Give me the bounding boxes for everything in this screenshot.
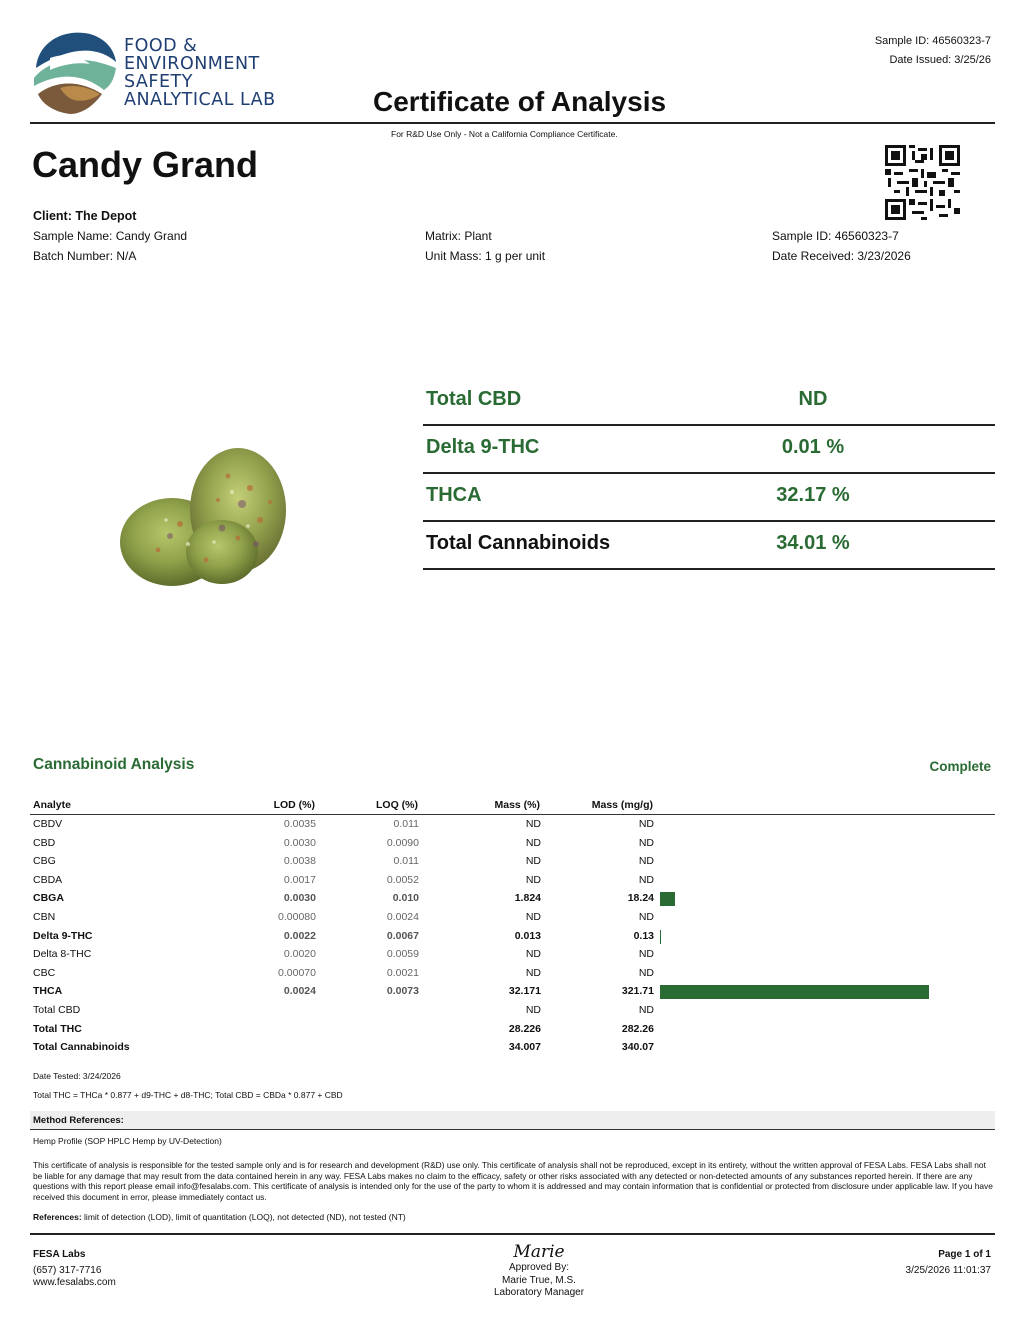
analyte-cell: CBGA: [33, 892, 64, 905]
analyte-cell: CBDV: [33, 818, 63, 830]
report-timestamp: 3/25/2026 11:01:37: [905, 1264, 991, 1276]
loq-cell: 0.0090: [386, 836, 419, 849]
unit-mass: Unit Mass: 1 g per unit: [425, 249, 546, 263]
table-row: [30, 927, 995, 946]
analyte-cell: Delta 9-THC: [33, 929, 93, 942]
lod-cell: 0.0035: [283, 818, 316, 830]
method-references-bar: [30, 1111, 995, 1130]
client-name: Client: The Depot: [33, 209, 137, 223]
summary-label: Delta 9-THC: [426, 436, 540, 458]
mass-pct-cell: ND: [525, 818, 541, 830]
summary-value: 32.17 %: [776, 484, 850, 506]
mass-mg-cell: ND: [638, 873, 654, 886]
matrix: Matrix: Plant: [425, 229, 492, 243]
loq-cell: 0.0021: [386, 966, 419, 979]
mass-bar: [660, 930, 661, 944]
column-header-analyte: Analyte: [33, 799, 71, 811]
summary-row-total-cannabinoids: [423, 522, 995, 570]
mass-pct-cell: 28.226: [508, 1022, 541, 1035]
footer-page-block: [906, 1249, 991, 1277]
lab-logo-mark: [30, 28, 118, 118]
mass-pct-cell: ND: [525, 948, 541, 961]
analyte-cell: THCA: [33, 985, 63, 998]
lod-cell: 0.0038: [283, 855, 316, 868]
table-row: [30, 964, 995, 983]
loq-cell: 0.010: [392, 892, 419, 905]
lod-cell: 0.0017: [283, 873, 316, 886]
mass-pct-cell: ND: [525, 836, 541, 849]
footer-divider: [30, 1233, 995, 1235]
rd-use-note: For R&D Use Only - Not a California Compliance Certificate.: [391, 129, 618, 139]
date-received: Date Received: 3/23/2026: [772, 249, 911, 263]
analyte-cell: Total THC: [33, 1022, 82, 1035]
table-row: [30, 1020, 995, 1039]
summary-value: ND: [798, 388, 828, 410]
batch-number: Batch Number: N/A: [33, 249, 137, 263]
product-photo: [110, 440, 300, 595]
mass-mg-cell: ND: [638, 911, 654, 923]
mass-pct-cell: ND: [525, 966, 541, 979]
disclaimer-text: This certificate of analysis is responsible for the tested sample only and is for research and development (R&D) use only. This certificate of analysis shall not be reproduced, except in its entirety, without the written approval of FESA Labs. FESA Labs shall not be liable for any damage that may result from the data contained herein in any way. FESA Labs makes no claim to the efficacy, safety or other risks associated with any detected or non-detected amounts of any substances reported herein. If there are any questions with this report please email info@fesalabs.com. This certificate of analysis is intended only for the use of the party to whom it is addressed and may contain information that is confidential or protected from disclosure under applicable law. If you have received this document in error, please immediately contact us.: [33, 1160, 993, 1202]
page-number: Page 1 of 1: [938, 1249, 991, 1260]
document-title: Certificate of Analysis: [373, 86, 667, 117]
analyte-cell: CBN: [33, 911, 56, 923]
mass-mg-cell: 340.07: [621, 1041, 654, 1054]
summary-row-thca: [423, 474, 995, 522]
product-name: Candy Grand: [32, 144, 259, 185]
summary-label: Total Cannabinoids: [426, 532, 611, 554]
table-row: [30, 908, 995, 927]
mass-mg-cell: ND: [638, 836, 654, 849]
table-row: [30, 1001, 995, 1020]
table-row: [30, 945, 995, 964]
date-tested: Date Tested: 3/24/2026: [33, 1071, 121, 1081]
table-row: [30, 815, 995, 834]
references-line: [33, 1212, 406, 1222]
lod-cell: 0.00080: [278, 911, 316, 923]
header-date-issued: Date Issued: 3/25/26: [889, 54, 991, 66]
table-row: [30, 889, 995, 908]
approver-title: Laboratory Manager: [493, 1287, 585, 1298]
mass-mg-cell: 321.71: [621, 985, 654, 998]
loq-cell: 0.011: [393, 855, 419, 868]
signature: Marie: [513, 1242, 565, 1262]
mass-pct-cell: 0.013: [514, 929, 541, 942]
analyte-cell: CBC: [33, 966, 56, 979]
references-label: References:: [33, 1212, 82, 1222]
loq-cell: 0.0073: [386, 985, 419, 998]
mass-bar: [660, 985, 929, 999]
method-references-text: Hemp Profile (SOP HPLC Hemp by UV-Detection): [33, 1136, 222, 1146]
analyte-cell: CBD: [33, 836, 56, 849]
mass-mg-cell: ND: [638, 966, 654, 979]
qr-code-icon[interactable]: [885, 145, 960, 220]
table-row: [30, 871, 995, 890]
summary-label: Total CBD: [426, 388, 522, 410]
summary-value: 34.01 %: [776, 532, 850, 554]
mass-mg-cell: ND: [638, 1004, 654, 1016]
lod-cell: 0.0020: [283, 948, 316, 961]
column-header-lod: LOD (%): [273, 799, 315, 811]
footer-approval-block: [439, 1242, 639, 1300]
footer-company: FESA Labs: [33, 1249, 86, 1260]
mass-pct-cell: ND: [525, 855, 541, 868]
header-meta: [875, 32, 991, 70]
table-row: [30, 982, 995, 1001]
method-references-label: Method References:: [33, 1115, 124, 1126]
analyte-cell: CBDA: [33, 873, 63, 886]
lod-cell: 0.00070: [278, 966, 316, 979]
analysis-title: Cannabinoid Analysis: [33, 756, 195, 773]
lod-cell: 0.0024: [283, 985, 316, 998]
logo-line: SAFETY: [124, 72, 193, 92]
mass-mg-cell: ND: [638, 855, 654, 868]
logo-line: ANALYTICAL LAB: [124, 90, 276, 110]
analyte-cell: CBG: [33, 855, 56, 868]
footer-company-block: [33, 1249, 116, 1290]
footer-website[interactable]: www.fesalabs.com: [33, 1277, 116, 1288]
loq-cell: 0.0052: [386, 873, 419, 886]
summary-row-delta9-thc: [423, 426, 995, 474]
summary-value: 0.01 %: [781, 436, 845, 458]
mass-mg-cell: 18.24: [627, 892, 654, 905]
analyte-cell: Total Cannabinoids: [33, 1041, 130, 1054]
header-divider: [30, 122, 995, 124]
mass-bar: [660, 892, 675, 906]
lod-cell: 0.0030: [283, 892, 316, 905]
mass-pct-cell: ND: [525, 873, 541, 886]
approved-by-label: Approved By:: [508, 1262, 570, 1273]
mass-mg-cell: ND: [638, 948, 654, 961]
total-formula: Total THC = THCa * 0.877 + d9-THC + d8-THC; Total CBD = CBDa * 0.877 + CBD: [33, 1090, 343, 1100]
loq-cell: 0.0024: [386, 911, 419, 923]
footer-phone: (657) 317-7716: [33, 1264, 102, 1276]
mass-pct-cell: ND: [525, 1004, 541, 1016]
column-header-mass-mg: Mass (mg/g): [591, 799, 653, 811]
table-row: [30, 834, 995, 853]
analysis-status: Complete: [929, 759, 991, 774]
header-sample-id: Sample ID: 46560323-7: [874, 35, 991, 47]
summary-label: THCA: [426, 484, 482, 506]
mass-mg-cell: 0.13: [633, 929, 654, 942]
loq-cell: 0.0059: [386, 948, 419, 961]
mass-mg-cell: 282.26: [621, 1022, 654, 1035]
mass-pct-cell: 1.824: [514, 892, 541, 905]
column-header-loq: LOQ (%): [376, 799, 418, 811]
sample-name: Sample Name: Candy Grand: [33, 229, 188, 243]
info-sample-id: Sample ID: 46560323-7: [772, 229, 899, 243]
logo-line: ENVIRONMENT: [124, 54, 260, 74]
mass-pct-cell: 32.171: [508, 985, 541, 998]
loq-cell: 0.0067: [386, 929, 419, 942]
mass-mg-cell: ND: [638, 818, 654, 830]
loq-cell: 0.011: [393, 818, 419, 830]
lod-cell: 0.0030: [283, 836, 316, 849]
analyte-cell: Total CBD: [33, 1004, 81, 1016]
table-row: [30, 852, 995, 871]
approver-name: Marie True, M.S.: [502, 1274, 576, 1286]
lod-cell: 0.0022: [283, 929, 316, 942]
mass-pct-cell: 34.007: [508, 1041, 541, 1054]
references-text: limit of detection (LOD), limit of quantitation (LOQ), not detected (ND), not tested (NT): [84, 1212, 406, 1222]
mass-pct-cell: ND: [525, 911, 541, 923]
lab-logo-text: [124, 37, 276, 109]
summary-row-total-cbd: [423, 378, 995, 426]
table-row: [30, 1038, 995, 1057]
column-header-mass-pct: Mass (%): [494, 799, 540, 811]
logo-line: FOOD &: [124, 36, 198, 56]
analyte-cell: Delta 8-THC: [33, 948, 92, 961]
